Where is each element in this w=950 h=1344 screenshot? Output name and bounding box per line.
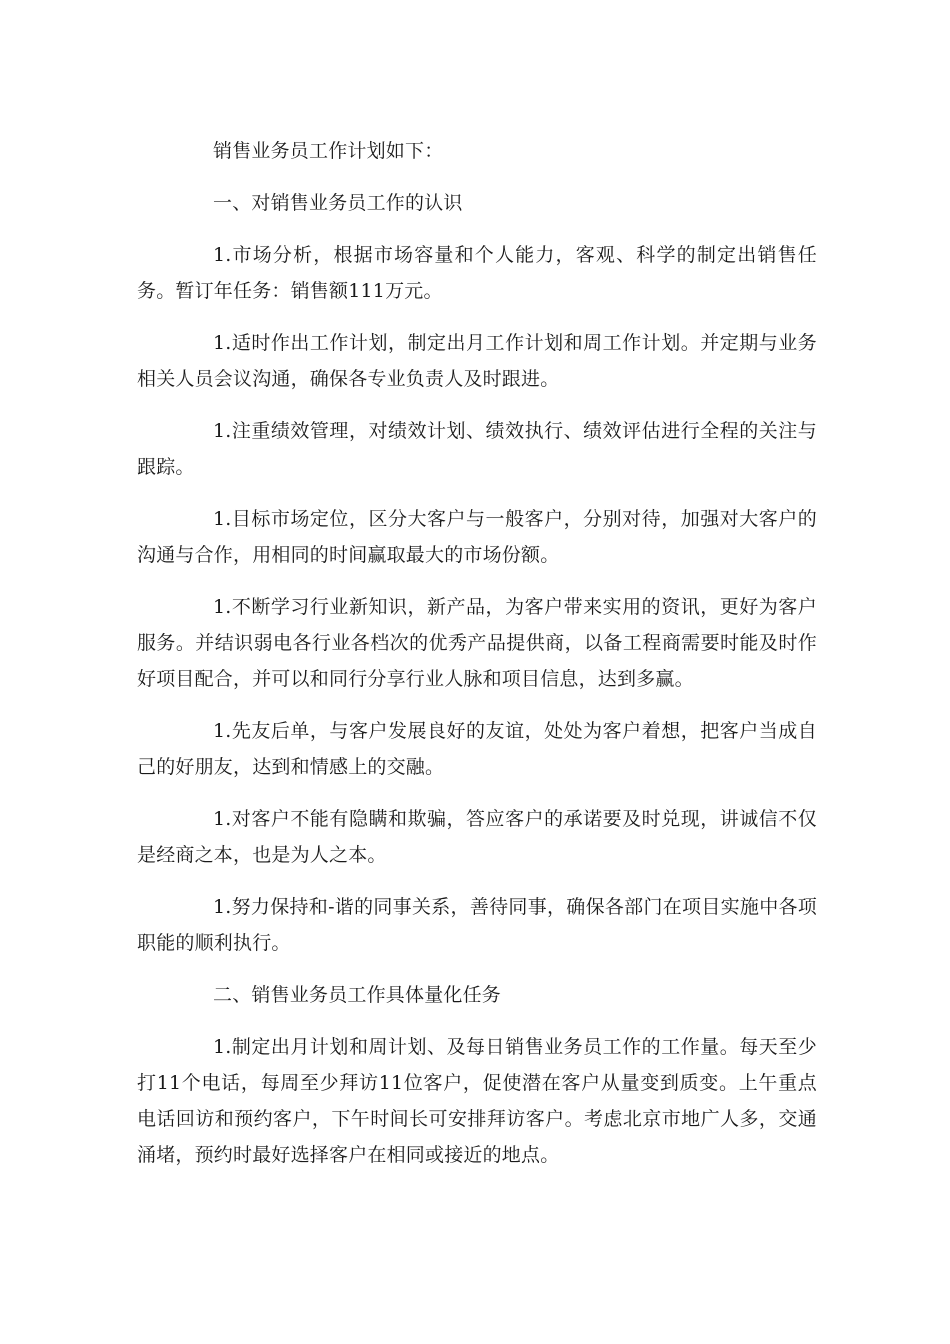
intro-paragraph: 销售业务员工作计划如下：	[213, 140, 444, 162]
section-1-item: 1.目标市场定位，区分大客户与一般客户，分别对待，加强对大客户的沟通与合作，用相同的时间赢取最大的市场份额。	[137, 508, 817, 566]
section-1-item: 1.先友后单，与客户发展良好的友谊，处处为客户着想，把客户当成自己的好朋友，达到和情感上的交融。	[137, 720, 817, 778]
section-1-item: 1.对客户不能有隐瞒和欺骗，答应客户的承诺要及时兑现，讲诚信不仅是经商之本，也是为人之本。	[137, 808, 817, 866]
section-1-item: 1.市场分析，根据市场容量和个人能力，客观、科学的制定出销售任务。暂订年任务：销售额111万元。	[137, 244, 817, 302]
section-1-item: 1.适时作出工作计划，制定出月工作计划和周工作计划。并定期与业务相关人员会议沟通，确保各专业负责人及时跟进。	[137, 332, 817, 390]
section-1-item: 1.不断学习行业新知识，新产品，为客户带来实用的资讯，更好为客户服务。并结识弱电各行业各档次的优秀产品提供商，以备工程商需要时能及时作好项目配合，并可以和同行分享行业人脉和项目信息，达到多赢。	[137, 596, 817, 690]
section-2-heading: 二、销售业务员工作具体量化任务	[213, 984, 502, 1006]
section-2-item: 1.制定出月计划和周计划、及每日销售业务员工作的工作量。每天至少打11个电话，每周至少拜访11位客户，促使潜在客户从量变到质变。上午重点电话回访和预约客户，下午时间长可安排拜访客户。考虑北京市地广人多，交通涌堵，预约时最好选择客户在相同或接近的地点。	[137, 1036, 817, 1166]
document-body	[137, 133, 817, 1189]
section-1-item: 1.努力保持和-谐的同事关系，善待同事，确保各部门在项目实施中各项职能的顺利执行。	[137, 896, 817, 954]
section-1-item: 1.注重绩效管理，对绩效计划、绩效执行、绩效评估进行全程的关注与跟踪。	[137, 420, 817, 478]
section-1-heading: 一、对销售业务员工作的认识	[213, 192, 463, 214]
